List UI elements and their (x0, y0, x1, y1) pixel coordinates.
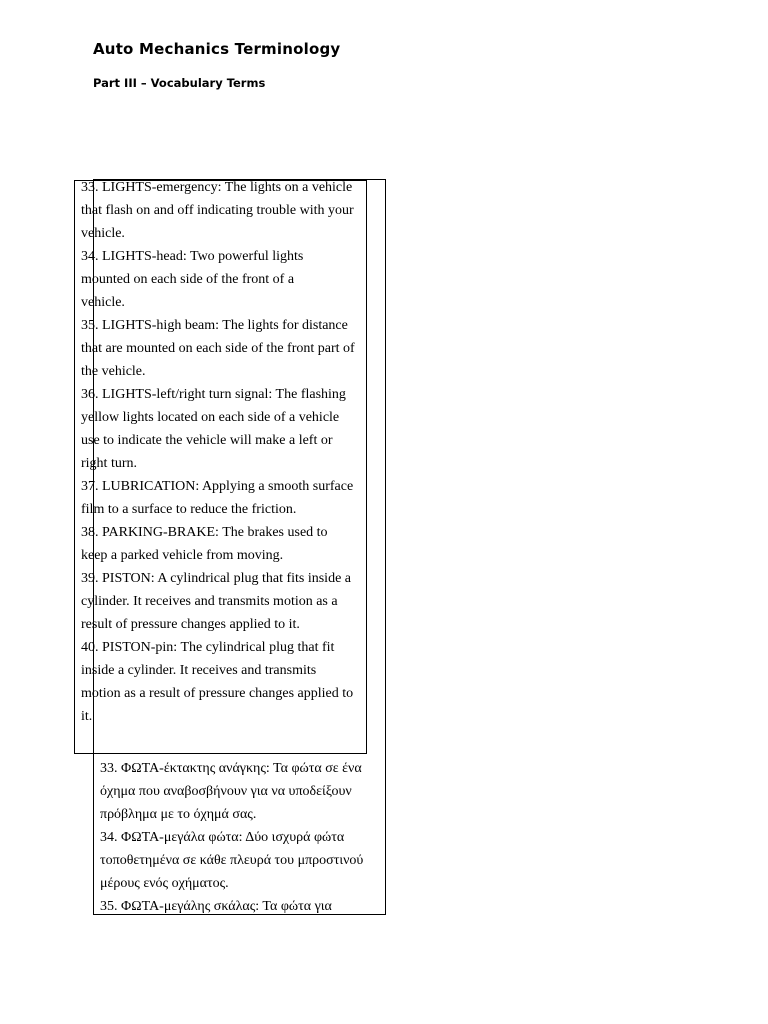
english-text-line: right turn. (81, 456, 137, 471)
english-text-line: result of pressure changes applied to it. (81, 617, 300, 632)
document-title: Auto Mechanics Terminology (93, 40, 341, 58)
english-text-line: vehicle. (81, 295, 125, 310)
greek-vocabulary-text (100, 757, 380, 915)
english-text-line: that flash on and off indicating trouble with your (81, 203, 354, 218)
english-text-line: yellow lights located on each side of a vehicle (81, 410, 340, 425)
english-text-line: film to a surface to reduce the friction. (81, 502, 297, 517)
english-text-line: 37. LUBRICATION: Applying a smooth surface (81, 479, 354, 494)
english-text-line: the vehicle. (81, 364, 146, 379)
english-text-line: inside a cylinder. It receives and transmits (81, 663, 317, 678)
greek-text-line: 33. ΦΩΤΑ-έκτακτης ανάγκης: Τα φώτα σε ένα (100, 761, 362, 776)
greek-text-line: όχημα που αναβοσβήνουν για να υποδείξουν (100, 784, 352, 799)
document-subtitle: Part III – Vocabulary Terms (93, 76, 266, 90)
english-text-line: 36. LIGHTS-left/right turn signal: The flashing (81, 387, 346, 402)
english-text-line: mounted on each side of the front of a (81, 272, 295, 287)
english-text-line: 33. LIGHTS-emergency: The lights on a vehicle (81, 180, 353, 195)
english-text-line: 35. LIGHTS-high beam: The lights for distance (81, 318, 348, 333)
english-text-line: keep a parked vehicle from moving. (81, 548, 284, 563)
english-text-line: vehicle. (81, 226, 125, 241)
english-text-line: 34. LIGHTS-head: Two powerful lights (81, 249, 304, 264)
greek-text-line: 35. ΦΩΤΑ-μεγάλης σκάλας: Τα φώτα για (100, 899, 332, 914)
english-text-line: 39. PISTON: A cylindrical plug that fits inside a (81, 571, 351, 586)
greek-text-line: 34. ΦΩΤΑ-μεγάλα φώτα: Δύο ισχυρά φώτα (100, 830, 345, 845)
english-text-line: 38. PARKING-BRAKE: The brakes used to (81, 525, 328, 540)
english-text-line: cylinder. It receives and transmits motion as a (81, 594, 338, 609)
english-text-line: use to indicate the vehicle will make a left or (81, 433, 333, 448)
english-text-line: it. (81, 709, 93, 724)
english-text-line: 40. PISTON-pin: The cylindrical plug that fit (81, 640, 335, 655)
english-text-line: that are mounted on each side of the front part of (81, 341, 355, 356)
english-text-line: motion as a result of pressure changes applied to (81, 686, 354, 701)
greek-text-line: τοποθετημένα σε κάθε πλευρά του μπροστινού (100, 853, 364, 868)
greek-text-line: πρόβλημα με το όχημά σας. (100, 807, 257, 822)
english-vocabulary-text (81, 176, 363, 728)
greek-text-line: μέρους ενός οχήματος. (100, 876, 229, 891)
